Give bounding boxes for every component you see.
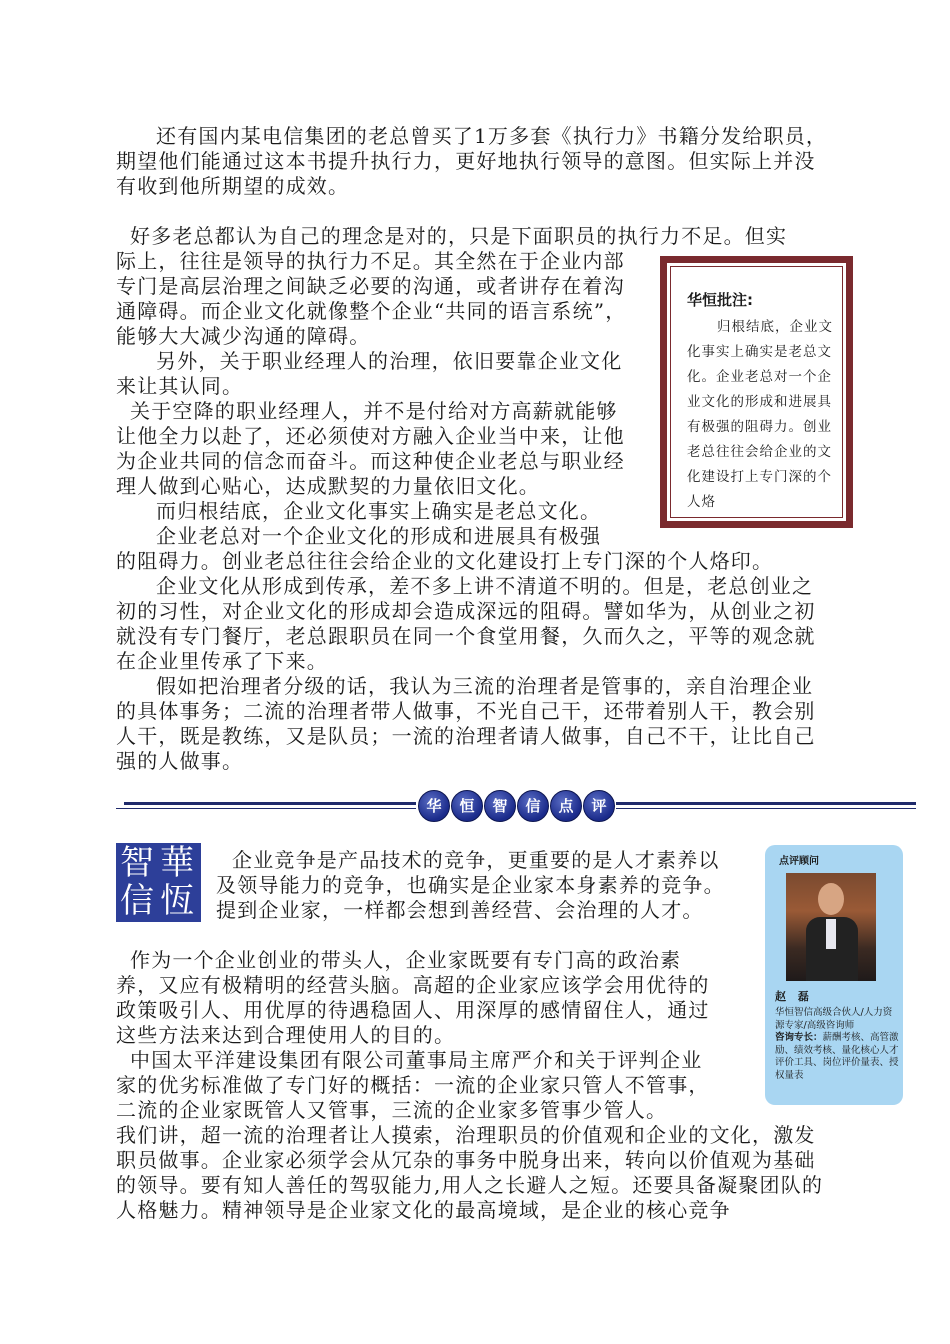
- banner-char: 信: [517, 790, 549, 822]
- annotation-box: [660, 256, 853, 528]
- specialty-text: 薪酬考核、高管激励、绩效考核、量化核心人才评价工具、岗位评价量表、授权量表: [775, 1032, 899, 1081]
- banner-char: 恒: [451, 790, 483, 822]
- commentator-photo: [786, 873, 876, 981]
- specialty-label: 咨询专长：: [775, 1032, 823, 1043]
- banner-rule-left: [124, 802, 416, 805]
- banner-rule-right: [616, 802, 916, 805]
- paragraph-pacific-group: 中国太平洋建设集团有限公司董事局主席严介和关于评判企业家的优劣标准做了专门好的概括：一流的企业家只管人不管事，二流的企业家既管人又管事，三流的企业家多管事少管人。: [116, 1048, 710, 1122]
- paragraph-manager-levels: 假如把治理者分级的话，我认为三流的治理者是管事的，亲自治理企业的具体事务；二流的治理者带人做事，不光自己干，还带着别人干，教会别人干，既是教练，又是队员；一流的治理者请人做事，自己不干，让比自己强的人做事。: [116, 674, 816, 773]
- paragraph-huawei: 企业文化从形成到传承，差不多上讲不清道不明的。但是，老总创业之初的习性，对企业文化的形成却会造成深远的阻碍。譬如华为，从创业之初就没有专门餐厅，老总跟职员在同一个食堂用餐，久而久之，平等的观念就在企业里传承了下来。: [116, 574, 816, 673]
- commentator-description: [775, 1007, 899, 1082]
- card-header: 点评顾问: [779, 856, 819, 867]
- banner-char: 华: [418, 790, 450, 822]
- seal-char: 華: [160, 843, 194, 883]
- paragraph-super-manager: 我们讲，超一流的治理者让人摸索，治理职员的价值观和企业的文化，激发职员做事。企业家必须学会从冗杂的事务中脱身出来，转向以价值观为基础的领导。要有知人善任的驾驭能力,用人之长避人之短。还要具备凝聚团队的人格魅力。精神领导是企业家文化的最高境域，是企业的核心竞争: [116, 1123, 824, 1222]
- huaheng-seal-logo: [116, 843, 201, 922]
- seal-char: 信: [120, 881, 154, 921]
- seal-char: 恆: [160, 881, 194, 921]
- paragraph-bosses-line1: 好多老总都认为自己的理念是对的，只是下面职员的执行力不足。但实: [130, 224, 788, 248]
- annotation-text: 归根结底，企业文化事实上确实是老总文化。企业老总对一个企业文化的形成和进展具有极强的阻碍力。创业老总往往会给企业的文化建设打上专门深的个人烙: [687, 319, 833, 510]
- banner-char: 评: [583, 790, 615, 822]
- paragraph-entrepreneur: 作为一个企业创业的带头人，企业家既要有专门高的政治素养，又应有极精明的经营头脑。高超的企业家应该学会用优待的政策吸引人、用优厚的待遇稳固人、用深厚的感情留住人，通过这些方法来达到合理使用人的目的。: [116, 948, 710, 1047]
- seal-char: 智: [120, 843, 154, 883]
- photo-face-shape: [818, 883, 844, 915]
- paragraph-telecom: 还有国内某电信集团的老总曾买了1万多套《执行力》书籍分发给职员，期望他们能通过这本书提升执行力，更好地执行领导的意图。但实际上并没有收到他所期望的成效。: [116, 124, 828, 198]
- banner-char: 点: [550, 790, 582, 822]
- paragraph-culture-boss: 而归根结底，企业文化事实上确实是老总文化。: [156, 499, 602, 523]
- paragraph-influence-line1: 企业老总对一个企业文化的形成和进展具有极强: [156, 524, 602, 548]
- banner-rule-right-thin: [616, 808, 916, 809]
- paragraph-airborne: 关于空降的职业经理人，并不是付给对方高薪就能够让他全力以赴了，还必须使对方融入企业当中来，让他为企业共同的信念而奋斗。而这种使企业老总与职业经理人做到心贴心，达成默契的力量依旧文化。: [116, 399, 625, 498]
- annotation-inner-frame: [670, 266, 843, 518]
- commentator-card: [765, 845, 903, 1105]
- paragraph-influence-rest: 的阻碍力。创业老总往往会给企业的文化建设打上专门深的个人烙印。: [116, 549, 774, 573]
- paragraph-competition: 企业竞争是产品技术的竞争，更重要的是人才素养以及领导能力的竞争，也确实是企业家本身素养的竞争。提到企业家，一样都会想到善经营、会治理的人才。: [216, 848, 725, 922]
- paragraph-manager: 另外，关于职业经理人的治理，依旧要靠企业文化来让其认同。: [116, 349, 623, 398]
- banner-char: 智: [484, 790, 516, 822]
- section-banner: [116, 790, 916, 824]
- photo-shirt-shape: [826, 919, 836, 949]
- commentator-name: 赵 磊: [775, 990, 813, 1003]
- banner-rule-left-thin: [116, 808, 416, 809]
- commentator-title: 华恒智信高级合伙人/人力资源专家/高级咨询师: [775, 1007, 893, 1031]
- paragraph-bosses-rest: 际上，往往是领导的执行力不足。其全然在于企业内部专门是高层治理之间缺乏必要的沟通，或者讲存在着沟通障碍。而企业文化就像整个企业“共同的语言系统”，能够大大减少沟通的障碍。: [116, 249, 627, 348]
- annotation-title: 华恒批注:: [687, 291, 753, 309]
